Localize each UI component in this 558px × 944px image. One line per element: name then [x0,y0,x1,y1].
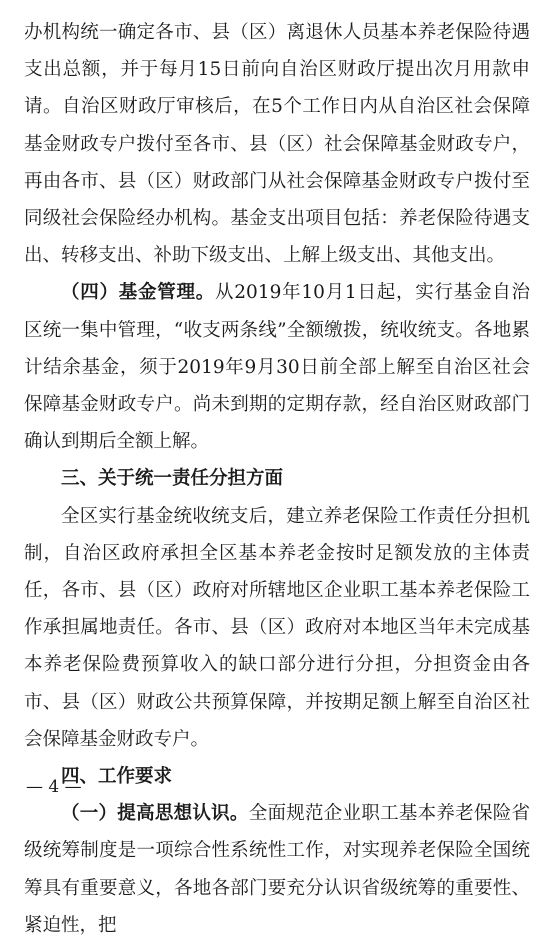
paragraph-awareness [24,795,530,944]
page-number: — 4 — [26,777,82,797]
paragraph-fund-management [24,274,530,460]
paragraph-awareness-text: 全面规范企业职工基本养老保险省级统筹制度是一项综合性系统性工作，对实现养老保险全国统筹具有重要意义，各地各部门要充分认识省级统筹的重要性、紧迫性，把 [24,803,530,936]
section-heading-responsibility: 三、关于统一责任分担方面 [61,468,284,490]
paragraph-fund-management-text: 从2019年10月1日起，实行基金自治区统一集中管理，“收支两条线”全额缴拨，统收统支。各地累计结余基金，须于2019年9月30日前全部上解至自治区社会保障基金财政专户。尚未到期的定期存款，经自治区财政部门确认到期后全额上解。 [24,282,530,453]
section-lead-awareness: （一）提高思想认识。 [61,803,249,825]
document-body [24,14,530,944]
section-lead-fund-management: （四）基金管理。 [61,282,216,304]
paragraph-fund-expenditure: 办机构统一确定各市、县（区）离退休人员基本养老保险待遇支出总额，并于每月15日前向自治区财政厅提出次月用款申请。自治区财政厅审核后，在5个工作日内从自治区社会保障基金财政专户拨付至各市、县（区）社会保障基金财政专户，再由各市、县（区）财政部门从社会保障基金财政专户拨付至同级社会保险经办机构。基金支出项目包括：养老保险待遇支出、转移支出、补助下级支出、上解上级支出、其他支出。 [24,22,530,267]
section-heading-requirements: 四、工作要求 [61,766,173,788]
paragraph-responsibility: 全区实行基金统收统支后，建立养老保险工作责任分担机制，自治区政府承担全区基本养老金按时足额发放的主体责任，各市、县（区）政府对所辖地区企业职工基本养老保险工作承担属地责任。各市、县（区）政府对本地区当年未完成基本养老保险费预算收入的缺口部分进行分担，分担资金由各市、县（区）财政公共预算保障，并按期足额上解至自治区社会保障基金财政专户。 [24,505,530,750]
